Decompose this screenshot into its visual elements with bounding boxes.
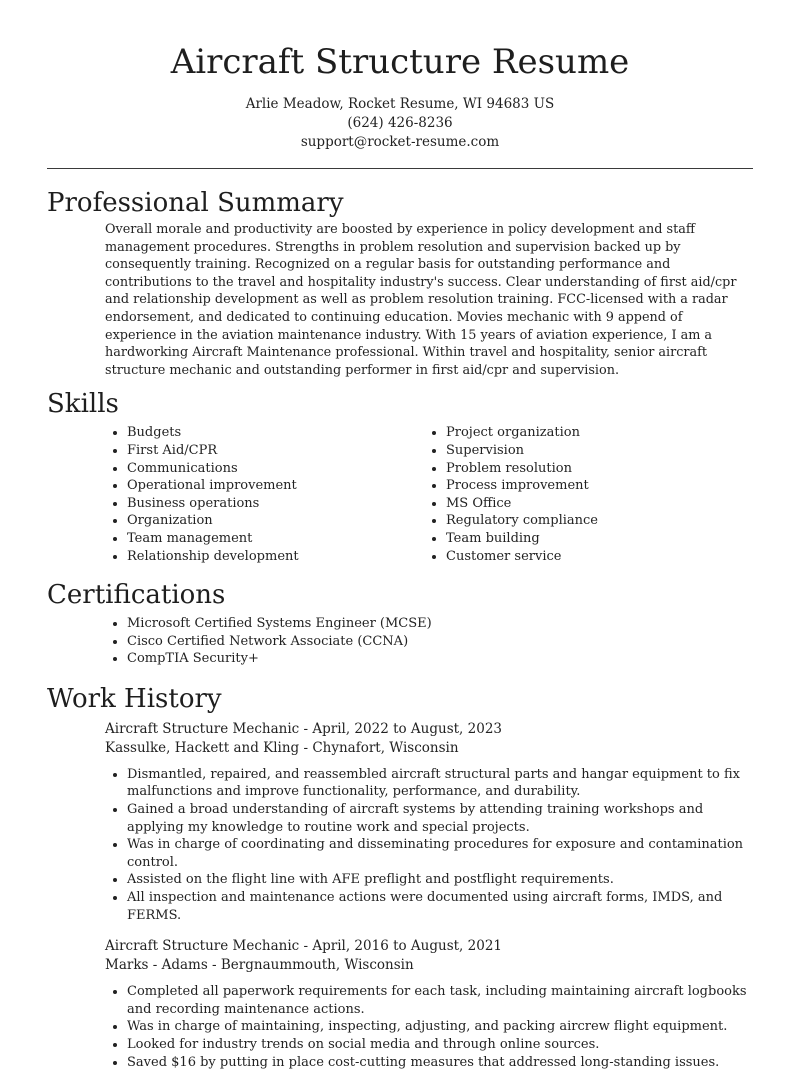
skills-list-left [105, 424, 424, 565]
job-title-line: Aircraft Structure Mechanic - April, 2016 to August, 2021 [105, 938, 502, 955]
skill-item: • Regulatory compliance [446, 512, 743, 530]
resume-title: Aircraft Structure Resume [170, 42, 630, 82]
skill-item: • Communications [127, 460, 424, 478]
resume-page [47, 0, 753, 1071]
skill-item: • Problem resolution [446, 460, 743, 478]
job-entry [105, 720, 753, 924]
certifications-heading: Certifications [47, 580, 226, 611]
skill-item: • Supervision [446, 442, 743, 460]
skill-item: • Organization [127, 512, 424, 530]
skill-item: • Process improvement [446, 477, 743, 495]
job-duty-item: • Saved $16 by putting in place cost-cutting measures that addressed long-standing issues. [127, 1054, 753, 1071]
skill-item: • MS Office [446, 495, 743, 513]
skill-item: • Budgets [127, 424, 424, 442]
job-entry [105, 937, 753, 1071]
skill-item: • Relationship development [127, 548, 424, 566]
job-duty-item: • All inspection and maintenance actions were documented using aircraft forms, IMDS, and FERMS. [127, 889, 753, 924]
certification-item: • Cisco Certified Network Associate (CCNA) [127, 633, 753, 651]
contact-address: Arlie Meadow, Rocket Resume, WI 94683 US [245, 96, 555, 112]
skill-item: • Business operations [127, 495, 424, 513]
job-company-line: Kassulke, Hackett and Kling - Chynafort, Wisconsin [105, 739, 459, 756]
skill-item: • Team management [127, 530, 424, 548]
certifications-list [105, 615, 753, 668]
job-title-line: Aircraft Structure Mechanic - April, 2022 to August, 2023 [105, 720, 502, 737]
job-company-line: Marks - Adams - Bergnaummouth, Wisconsin [105, 957, 414, 974]
job-duty-item: • Gained a broad understanding of aircraft systems by attending training workshops and applying my knowledge to routine work and special projects. [127, 801, 753, 836]
job-duty-item: • Completed all paperwork requirements for each task, including maintaining aircraft logbooks and recording maintenance actions. [127, 983, 753, 1018]
resume-header [47, 0, 753, 152]
skills-heading: Skills [47, 389, 119, 420]
certifications-section [47, 579, 753, 668]
skill-item: • First Aid/CPR [127, 442, 424, 460]
skills-columns [105, 420, 753, 565]
contact-email[interactable]: support@rocket-resume.com [300, 134, 500, 150]
summary-text: Overall morale and productivity are boosted by experience in policy development and staff management procedures. Strengths in problem resolution and supervision backed up by consequently training. Recognized on a regular basis for outstanding performance and contributions to the travel and hospitality industry's success. Clear understanding of first aid/cpr and relationship development as well as problem resolution training. FCC-licensed with a radar endorsement, and dedicated to continuing education. Movies mechanic with 9 append of experience in the aviation maintenance industry. With 15 years of aviation experience, I am a hardworking Aircraft Maintenance professional. Within travel and hospitality, senior aircraft structure mechanic and outstanding performer in first aid/cpr and supervision. [105, 222, 737, 378]
job-duties-list [105, 983, 753, 1071]
certification-item: • CompTIA Security+ [127, 650, 753, 668]
work-history-section [47, 683, 753, 1071]
job-duty-item: • Assisted on the flight line with AFE preflight and postflight requirements. [127, 871, 753, 889]
skill-item: • Operational improvement [127, 477, 424, 495]
job-duty-item: • Dismantled, repaired, and reassembled aircraft structural parts and hangar equipment to fix malfunctions and improve functionality, performance, and durability. [127, 766, 753, 801]
job-duty-item: • Was in charge of maintaining, inspecting, adjusting, and packing aircrew flight equipment. [127, 1018, 753, 1036]
job-duties-list [105, 766, 753, 924]
skill-item: • Team building [446, 530, 743, 548]
work-history-heading: Work History [47, 683, 222, 714]
certification-item: • Microsoft Certified Systems Engineer (MCSE) [127, 615, 753, 633]
summary-heading: Professional Summary [47, 188, 344, 218]
summary-section [47, 187, 753, 379]
job-duty-item: • Was in charge of coordinating and disseminating procedures for exposure and contamination control. [127, 836, 753, 871]
skill-item: • Project organization [446, 424, 743, 442]
skills-section [47, 388, 753, 565]
contact-phone: (624) 426-8236 [347, 115, 453, 131]
skill-item: • Customer service [446, 548, 743, 566]
job-duty-item: • Looked for industry trends on social media and through online sources. [127, 1036, 753, 1054]
skills-list-right [424, 424, 743, 565]
header-divider [47, 168, 753, 169]
